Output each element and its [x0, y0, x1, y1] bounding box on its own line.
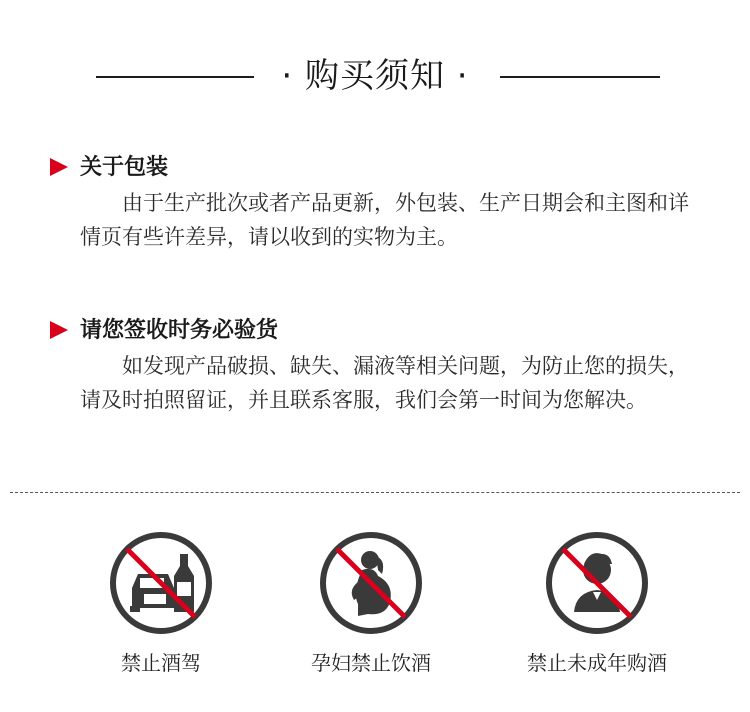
no-drunk-driving-icon [108, 530, 214, 636]
red-triangle-icon [50, 321, 68, 339]
title-divider-left [96, 76, 254, 78]
section-body: 如发现产品破损、缺失、漏液等相关问题，为防止您的损失，请及时拍照留证，并且联系客服，我们会第一时间为您解决。 [80, 354, 689, 412]
warning-label: 孕妇禁止饮酒 [311, 651, 431, 675]
section-title: 请您签收时务必验货 [80, 318, 279, 343]
section-header [50, 313, 700, 349]
no-pregnant-drinking-icon [318, 530, 424, 636]
title-row [0, 48, 750, 104]
dashed-divider [10, 492, 740, 493]
warning-no-pregnant-drinking [271, 530, 471, 678]
title-divider-right [500, 76, 660, 78]
no-minor-purchase-icon [544, 530, 650, 636]
red-triangle-icon [50, 158, 68, 176]
warning-no-drunk-driving [61, 530, 261, 678]
section-header [50, 150, 700, 186]
warning-label: 禁止酒驾 [121, 651, 201, 675]
warning-no-minor-purchase [497, 530, 697, 678]
section-title: 关于包装 [80, 155, 169, 180]
warning-label: 禁止未成年购酒 [527, 651, 667, 675]
section-inspection [50, 313, 700, 417]
section-packaging [50, 150, 700, 254]
page-title: · 购买须知 · [281, 56, 469, 96]
section-body: 由于生产批次或者产品更新，外包装、生产日期会和主图和详情页有些许差异，请以收到的实物为主。 [80, 191, 689, 249]
